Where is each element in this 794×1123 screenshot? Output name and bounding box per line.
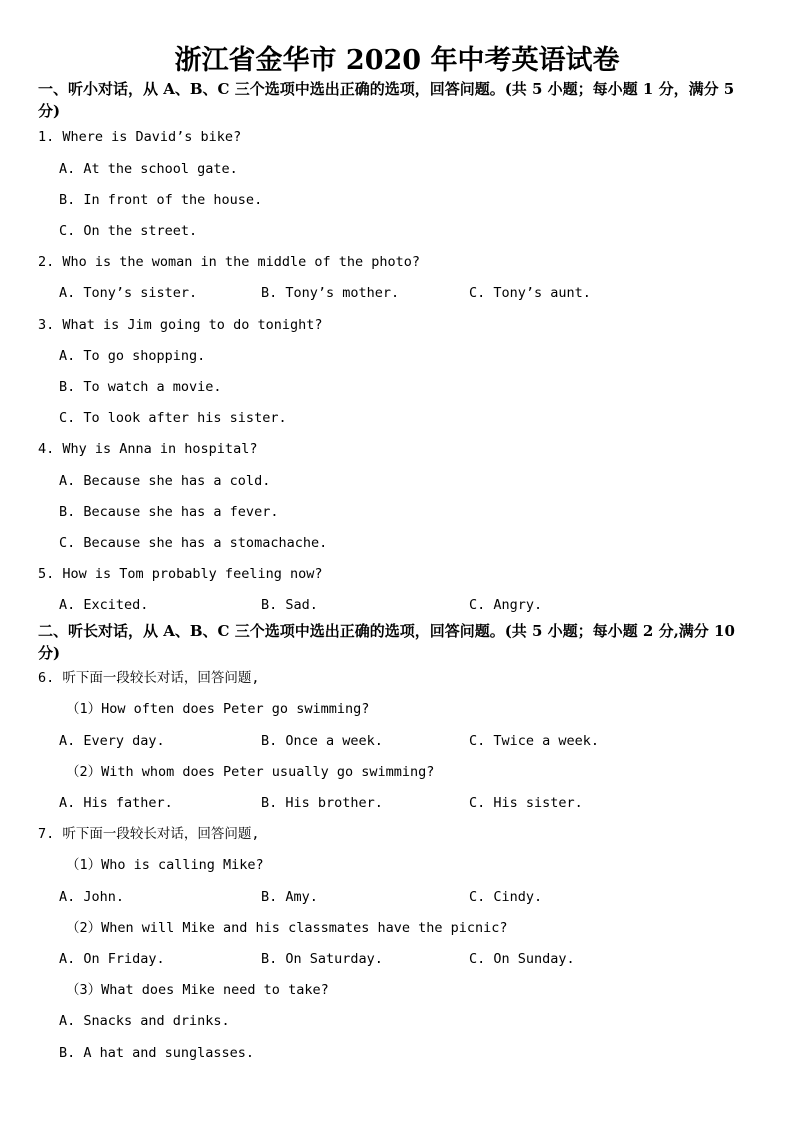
- q7-sub-2: （2）When will Mike and his classmates have the picnic?: [66, 920, 508, 936]
- q7-3-option-a: A. Snacks and drinks.: [59, 1013, 230, 1029]
- q4-option-c: C. Because she has a stomachache.: [59, 535, 328, 551]
- q7-1-option-b: B. Amy.: [261, 889, 318, 905]
- q5-option-c: C. Angry.: [469, 597, 543, 613]
- question-7: 7. 听下面一段较长对话，回答问题,: [38, 826, 260, 842]
- q5-option-a: A. Excited.: [59, 597, 149, 613]
- section-1-heading-cont: 分): [38, 102, 61, 120]
- section-2-heading-cont: 分): [38, 644, 61, 662]
- question-6: 6. 听下面一段较长对话，回答问题,: [38, 670, 260, 686]
- q3-option-b: B. To watch a movie.: [59, 379, 222, 395]
- q4-option-b: B. Because she has a fever.: [59, 504, 279, 520]
- q6-1-option-b: B. Once a week.: [261, 733, 383, 749]
- q7-1-option-a: A. John.: [59, 889, 125, 905]
- q5-option-b: B. Sad.: [261, 597, 318, 613]
- q2-option-b: B. Tony’s mother.: [261, 285, 400, 301]
- q7-2-option-c: C. On Sunday.: [469, 951, 575, 967]
- q6-2-option-b: B. His brother.: [261, 795, 383, 811]
- q6-1-option-c: C. Twice a week.: [469, 733, 600, 749]
- question-2: 2. Who is the woman in the middle of the photo?: [38, 254, 421, 270]
- q7-3-option-b: B. A hat and sunglasses.: [59, 1045, 255, 1061]
- q2-option-c: C. Tony’s aunt.: [469, 285, 591, 301]
- q1-option-a: A. At the school gate.: [59, 161, 238, 177]
- section-1-heading: 一、听小对话，从 A、B、C 三个选项中选出正确的选项，回答问题。(共 5 小题；每小题 1 分，满分 5: [38, 80, 735, 98]
- q7-sub-1: （1）Who is calling Mike?: [66, 857, 264, 873]
- question-3: 3. What is Jim going to do tonight?: [38, 317, 323, 333]
- q6-sub-1: （1）How often does Peter go swimming?: [66, 701, 370, 717]
- q6-2-option-a: A. His father.: [59, 795, 173, 811]
- question-1: 1. Where is David’s bike?: [38, 129, 242, 145]
- q3-option-c: C. To look after his sister.: [59, 410, 287, 426]
- q2-option-a: A. Tony’s sister.: [59, 285, 198, 301]
- q6-sub-2: （2）With whom does Peter usually go swimming?: [66, 764, 435, 780]
- q7-sub-3: （3）What does Mike need to take?: [66, 982, 329, 998]
- q4-option-a: A. Because she has a cold.: [59, 473, 271, 489]
- page-title: 浙江省金华市 2020 年中考英语试卷: [174, 45, 620, 76]
- q7-1-option-c: C. Cindy.: [469, 889, 543, 905]
- q7-2-option-b: B. On Saturday.: [261, 951, 383, 967]
- q7-2-option-a: A. On Friday.: [59, 951, 165, 967]
- q1-option-c: C. On the street.: [59, 223, 198, 239]
- section-2-heading: 二、听长对话，从 A、B、C 三个选项中选出正确的选项，回答问题。(共 5 小题；每小题 2 分,满分 10: [38, 622, 735, 640]
- q6-2-option-c: C. His sister.: [469, 795, 583, 811]
- q1-option-b: B. In front of the house.: [59, 192, 263, 208]
- question-5: 5. How is Tom probably feeling now?: [38, 566, 323, 582]
- question-4: 4. Why is Anna in hospital?: [38, 441, 258, 457]
- q6-1-option-a: A. Every day.: [59, 733, 165, 749]
- q3-option-a: A. To go shopping.: [59, 348, 206, 364]
